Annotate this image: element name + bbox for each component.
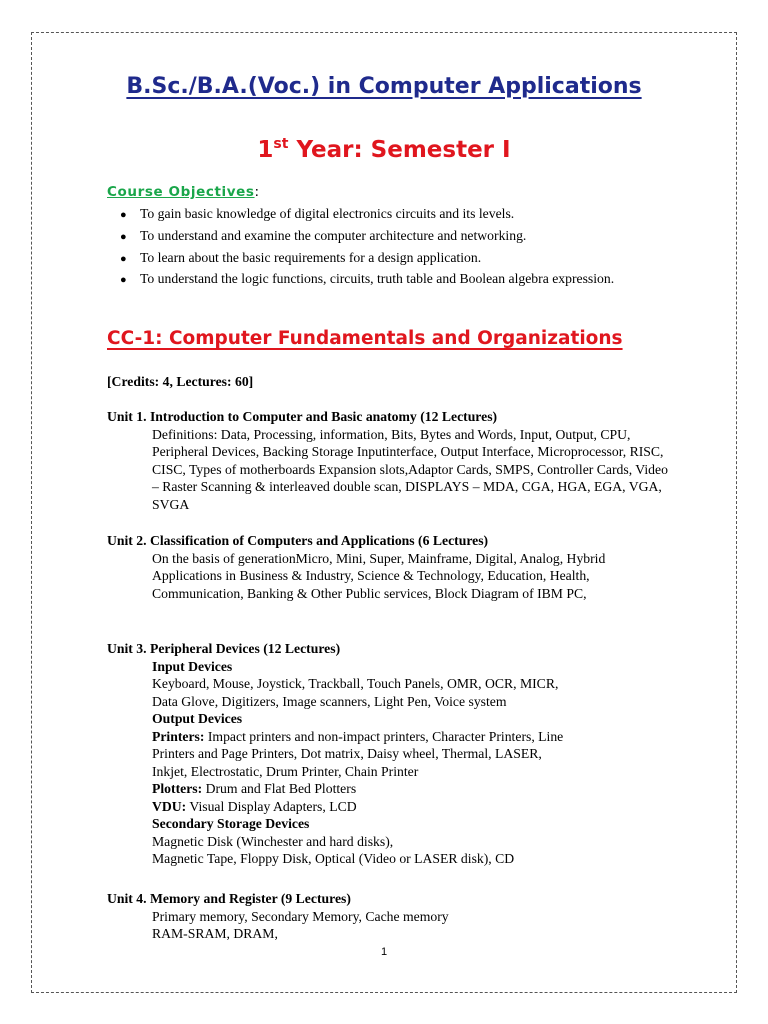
unit-title: Unit 4. Memory and Register (9 Lectures): [107, 891, 351, 906]
input-devices-heading: Input Devices: [152, 658, 233, 674]
bullet-icon: ●: [120, 252, 127, 265]
unit-line: Magnetic Tape, Floppy Disk, Optical (Video or LASER disk), CD: [152, 851, 515, 866]
storage-devices-heading: Secondary Storage Devices: [152, 816, 310, 831]
unit-title: Unit 2. Classification of Computers and Applications (6 Lectures): [107, 533, 489, 548]
printers-text: Impact printers and non-impact printers, Character Printers, Line: [204, 728, 564, 744]
list-item: [111, 227, 614, 249]
unit-line: Magnetic Disk (Winchester and hard disks),: [152, 833, 394, 849]
unit-body: [107, 426, 668, 514]
objectives-label: Course Objectives: [107, 184, 255, 200]
unit-1: [107, 408, 668, 513]
vdu-line: [152, 798, 563, 816]
vdu-text: Visual Display Adapters, LCD: [186, 798, 357, 814]
plotters-text: Drum and Flat Bed Plotters: [202, 781, 357, 796]
bullet-icon: ●: [120, 274, 127, 287]
unit-line: Printers and Page Printers, Dot matrix, Daisy wheel, Thermal, LASER,: [152, 746, 542, 761]
unit-3: [107, 640, 563, 868]
unit-line: Inkjet, Electrostatic, Drum Printer, Chain Printer: [152, 763, 419, 779]
objectives-colon: :: [254, 184, 260, 200]
unit-2: [107, 532, 605, 602]
semester-rest: Year: Semester I: [288, 137, 511, 163]
document-title: B.Sc./B.A.(Voc.) in Computer Applications: [126, 74, 642, 99]
unit-line: CISC, Types of motherboards Expansion slots,Adaptor Cards, SMPS, Controller Cards, Video: [152, 461, 668, 477]
unit-line: SVGA: [152, 496, 190, 512]
list-item: [111, 205, 614, 227]
unit-title: Unit 1. Introduction to Computer and Basic anatomy (12 Lectures): [107, 409, 498, 424]
unit-line: RAM-SRAM, DRAM,: [152, 926, 278, 941]
bullet-icon: ●: [120, 209, 127, 221]
semester-suffix: st: [273, 136, 289, 152]
unit-line: Applications in Business & Industry, Science & Technology, Education, Health,: [152, 568, 590, 583]
semester-heading: [0, 136, 768, 163]
objectives-list: [111, 205, 614, 292]
objectives-heading: [107, 184, 260, 200]
unit-line: Keyboard, Mouse, Joystick, Trackball, Touch Panels, OMR, OCR, MICR,: [152, 676, 559, 691]
printers-line: [152, 728, 563, 746]
course-credits: [Credits: 4, Lectures: 60]: [107, 374, 254, 389]
unit-4: [107, 890, 449, 943]
list-item: [111, 270, 614, 292]
objective-text: To learn about the basic requirements for a design application.: [140, 249, 482, 265]
page-number: 1: [380, 946, 388, 958]
objective-text: To understand and examine the computer architecture and networking.: [140, 227, 527, 243]
objective-text: To gain basic knowledge of digital electronics circuits and its levels.: [140, 206, 515, 221]
printers-label: Printers:: [152, 728, 205, 744]
unit-line: Definitions: Data, Processing, information, Bits, Bytes and Words, Input, Output, CPU,: [152, 426, 631, 442]
unit-line: On the basis of generationMicro, Mini, Super, Mainframe, Digital, Analog, Hybrid: [152, 550, 606, 566]
unit-line: Primary memory, Secondary Memory, Cache memory: [152, 908, 449, 924]
unit-line: Peripheral Devices, Backing Storage Inputinterface, Output Interface, Microprocessor, RISC,: [152, 444, 664, 459]
plotters-line: [152, 780, 563, 798]
course-title: CC-1: Computer Fundamentals and Organizations: [107, 328, 623, 349]
bullet-icon: ●: [120, 230, 127, 243]
unit-title: Unit 3. Peripheral Devices (12 Lectures): [107, 641, 341, 656]
output-devices-heading: Output Devices: [152, 711, 243, 726]
unit-body: [107, 908, 449, 943]
unit-body: [107, 550, 605, 603]
plotters-label: Plotters:: [152, 781, 203, 796]
vdu-label: VDU:: [152, 798, 187, 814]
unit-line: – Raster Scanning & interleaved double scan, DISPLAYS – MDA, CGA, HGA, EGA, VGA,: [152, 479, 662, 494]
objective-text: To understand the logic functions, circuits, truth table and Boolean algebra expression.: [140, 271, 615, 287]
unit-body: [107, 658, 563, 868]
semester-ordinal: 1: [257, 137, 274, 163]
unit-line: Data Glove, Digitizers, Image scanners, Light Pen, Voice system: [152, 693, 507, 709]
unit-line: Communication, Banking & Other Public services, Block Diagram of IBM PC,: [152, 585, 587, 601]
list-item: [111, 249, 614, 271]
